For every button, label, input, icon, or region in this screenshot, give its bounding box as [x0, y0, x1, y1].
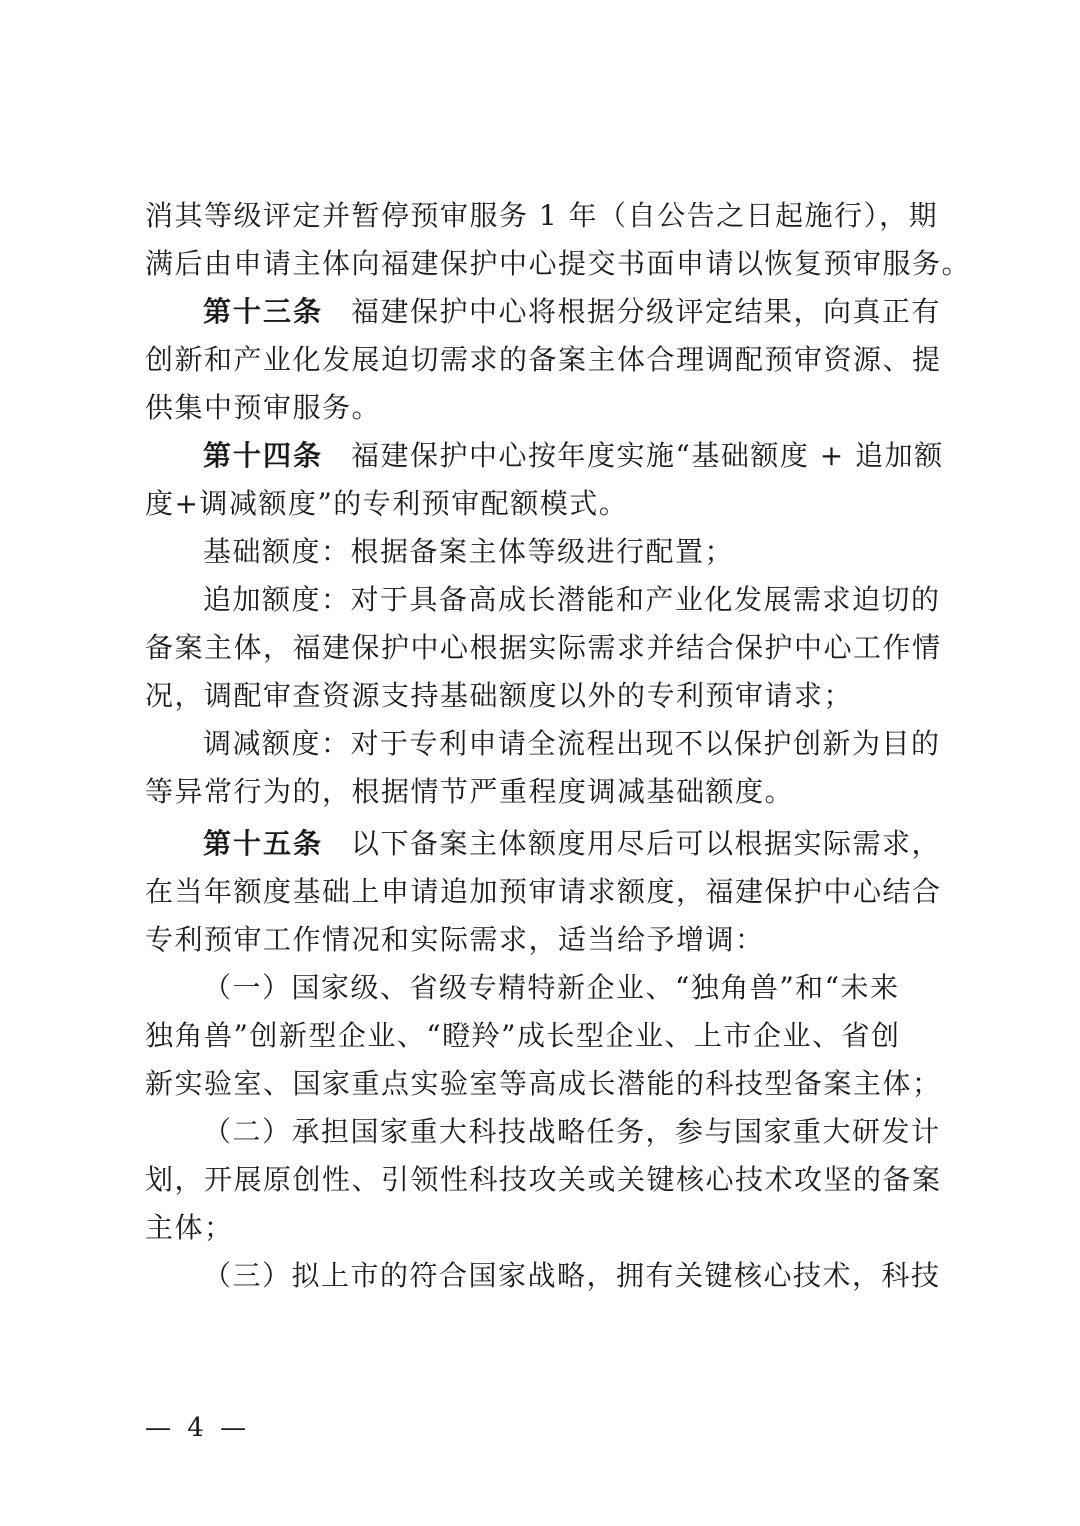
line-text: （一）国家级、省级专精特新企业、“独角兽”和“未来 [203, 971, 900, 1004]
body-line [145, 1156, 942, 1204]
body-line [203, 964, 935, 1012]
article-14-line [203, 432, 944, 480]
line-text: （三）拟上市的符合国家战略，拥有关键核心技术，科技 [203, 1259, 941, 1292]
body-line [145, 1012, 935, 1060]
body-line [203, 528, 935, 576]
line-text: 划，开展原创性、引领性科技攻关或关键核心技术攻坚的备案 [145, 1163, 942, 1196]
line-text: 度+调减额度”的专利预审配额模式。 [145, 487, 629, 520]
article-13-line [203, 288, 942, 336]
article-number: 第十五条 [203, 827, 324, 860]
line-text: （二）承担国家重大科技战略任务，参与国家重大研发计 [203, 1115, 941, 1148]
line-text: 独角兽”创新型企业、“瞪羚”成长型企业、上市企业、省创 [145, 1019, 901, 1052]
line-text: 供集中预审服务。 [145, 391, 382, 424]
body-line [203, 1252, 941, 1300]
line-text: 基础额度：根据备案主体等级进行配置； [203, 535, 735, 568]
line-text: 在当年额度基础上申请追加预审请求额度，福建保护中心结合 [145, 875, 942, 908]
line-text: 况，调配审查资源支持基础额度以外的专利预审请求； [145, 679, 854, 712]
body-line [145, 768, 935, 816]
body-line [203, 720, 941, 768]
line-text: 消其等级评定并暂停预审服务 1 年（自公告之日起施行），期 [145, 199, 939, 232]
line-text: 以下备案主体额度用尽后可以根据实际需求， [351, 827, 942, 860]
line-text: 等异常行为的，根据情节严重程度调减基础额度。 [145, 775, 795, 808]
body-line [145, 240, 972, 288]
page-number: — 4 — [145, 1413, 251, 1443]
body-line [145, 1204, 935, 1252]
body-line [145, 336, 942, 384]
body-line [203, 1108, 941, 1156]
line-text: 福建保护中心将根据分级评定结果，向真正有 [351, 295, 942, 328]
line-text: 满后由申请主体向福建保护中心提交书面申请以恢复预审服务。 [145, 247, 972, 280]
article-number: 第十四条 [203, 439, 324, 472]
body-line [145, 384, 935, 432]
body-line [145, 480, 935, 528]
body-line [203, 576, 941, 624]
line-text: 专利预审工作情况和实际需求，适当给予增调： [145, 923, 765, 956]
article-number: 第十三条 [203, 295, 324, 328]
body-line [145, 868, 942, 916]
line-text: 追加额度：对于具备高成长潜能和产业化发展需求迫切的 [203, 583, 941, 616]
line-text: 福建保护中心按年度实施“基础额度 + 追加额 [351, 439, 944, 472]
body-line [145, 672, 935, 720]
line-text: 备案主体，福建保护中心根据实际需求并结合保护中心工作情 [145, 631, 942, 664]
line-text: 调减额度：对于专利申请全流程出现不以保护创新为目的 [203, 727, 941, 760]
line-text: 新实验室、国家重点实验室等高成长潜能的科技型备案主体； [145, 1067, 942, 1100]
body-line [145, 916, 935, 964]
body-line [145, 1060, 942, 1108]
line-text: 创新和产业化发展迫切需求的备案主体合理调配预审资源、提 [145, 343, 942, 376]
article-15-line [203, 820, 942, 868]
body-line [145, 192, 939, 240]
line-text: 主体； [145, 1211, 234, 1244]
body-line [145, 624, 942, 672]
